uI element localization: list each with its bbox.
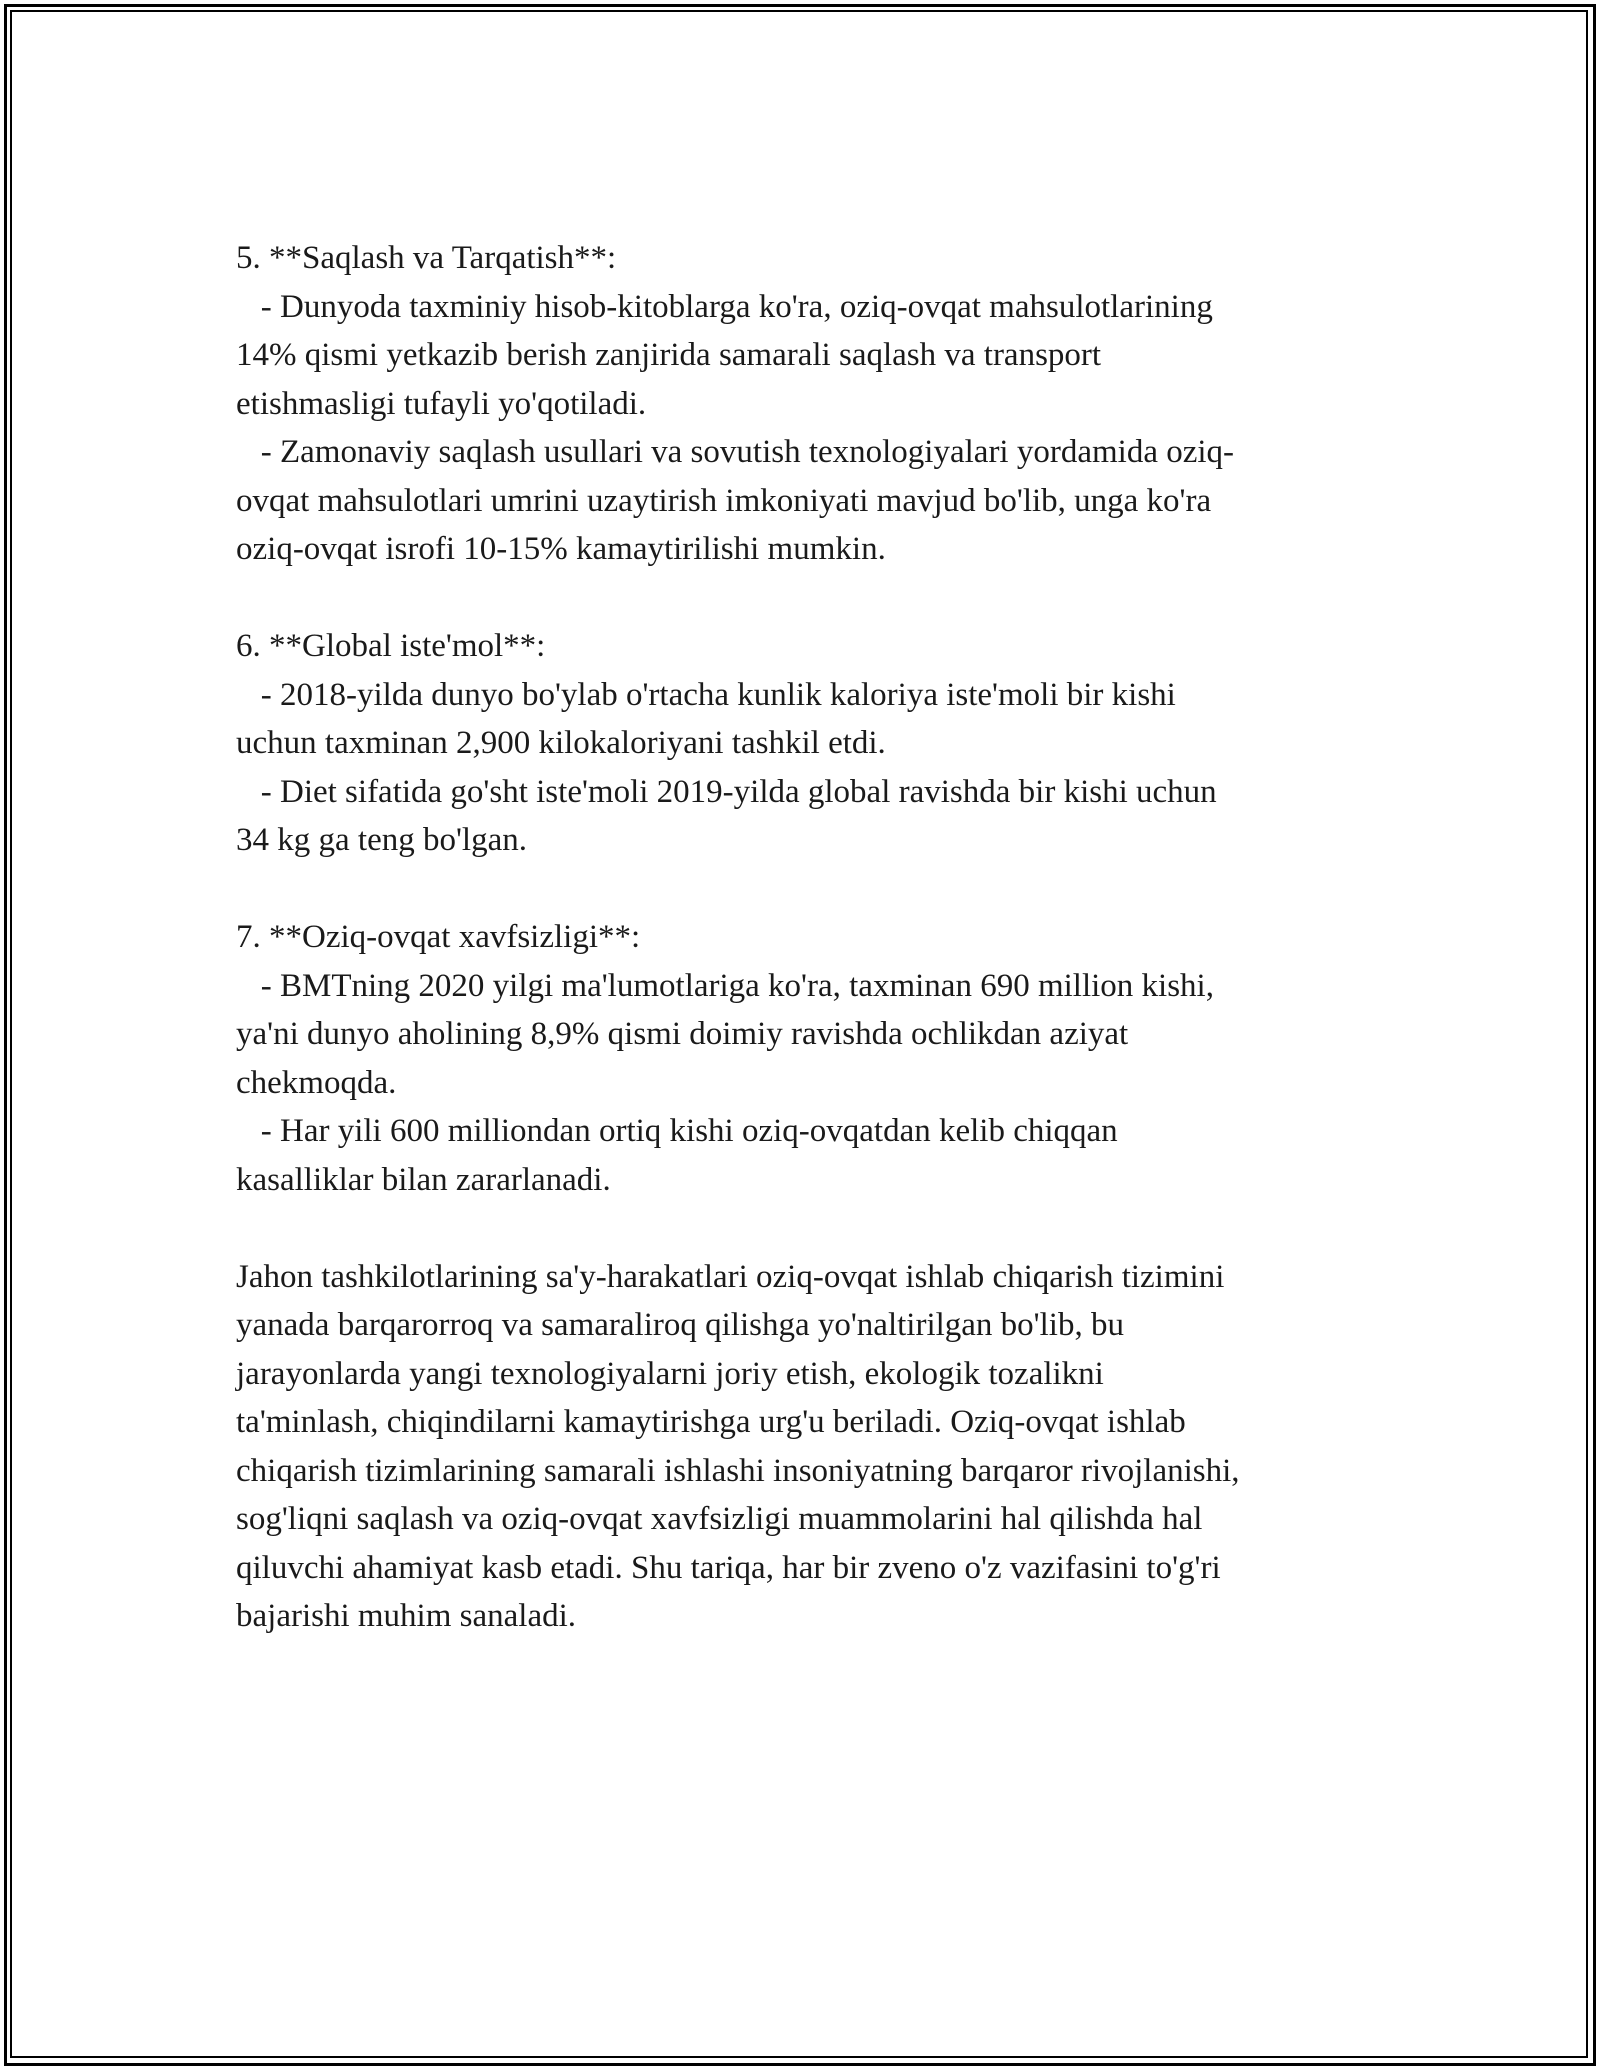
text-line: - 2018-yilda dunyo bo'ylab o'rtacha kunlik kaloriya iste'moli bir kishi xyxy=(236,676,1176,713)
section-global-consumption xyxy=(236,622,1366,865)
text-line: sog'liqni saqlash va oziq-ovqat xavfsizligi muammolarini hal qilishda hal xyxy=(236,1501,1203,1537)
text-line: uchun taxminan 2,900 kilokaloriyani tashkil etdi. xyxy=(236,725,886,761)
paragraph-gap xyxy=(236,574,1366,623)
bullet-item xyxy=(236,768,1366,865)
text-line: 14% qismi yetkazib berish zanjirida samarali saqlash va transport xyxy=(236,337,1102,373)
bullet-item xyxy=(236,671,1366,768)
text-line: Jahon tashkilotlarining sa'y-harakatlari oziq-ovqat ishlab chiqarish tizimini xyxy=(236,1258,1225,1295)
text-line: ya'ni dunyo aholining 8,9% qismi doimiy ravishda ochlikdan aziyat xyxy=(236,1016,1129,1052)
section-heading: 6. **Global iste'mol**: xyxy=(236,628,546,664)
section-food-safety xyxy=(236,913,1366,1204)
paragraph-gap xyxy=(236,1204,1366,1253)
section-storage-distribution xyxy=(236,234,1366,574)
document-body xyxy=(236,234,1366,1641)
bullet-item xyxy=(236,283,1366,429)
text-line: kasalliklar bilan zararlanadi. xyxy=(236,1161,611,1198)
text-line: 34 kg ga teng bo'lgan. xyxy=(236,822,527,858)
text-line: etishmasligi tufayli yo'qotiladi. xyxy=(236,385,647,422)
conclusion-paragraph xyxy=(236,1253,1366,1641)
text-line: - Diet sifatida go'sht iste'moli 2019-yilda global ravishda bir kishi uchun xyxy=(236,773,1217,810)
paragraph-gap xyxy=(236,865,1366,914)
section-heading: 7. **Oziq-ovqat xavfsizligi**: xyxy=(236,919,641,955)
section-heading: 5. **Saqlash va Tarqatish**: xyxy=(236,240,617,276)
bullet-item xyxy=(236,428,1366,574)
text-line: chekmoqda. xyxy=(236,1064,397,1101)
text-line: - BMTning 2020 yilgi ma'lumotlariga ko'ra, taxminan 690 million kishi, xyxy=(236,967,1214,1004)
text-line: bajarishi muhim sanaladi. xyxy=(236,1598,577,1634)
text-line: oziq-ovqat isrofi 10-15% kamaytirilishi mumkin. xyxy=(236,531,886,567)
text-line: - Zamonaviy saqlash usullari va sovutish texnologiyalari yordamida oziq- xyxy=(236,434,1235,470)
bullet-item xyxy=(236,962,1366,1108)
text-line: - Har yili 600 milliondan ortiq kishi oziq-ovqatdan kelib chiqqan xyxy=(236,1113,1118,1149)
text-line: ovqat mahsulotlari umrini uzaytirish imkoniyati mavjud bo'lib, unga ko'ra xyxy=(236,482,1212,519)
text-line: jarayonlarda yangi texnologiyalarni joriy etish, ekologik tozalikni xyxy=(236,1355,1104,1392)
text-line: yanada barqarorroq va samaraliroq qilishga yo'naltirilgan bo'lib, bu xyxy=(236,1307,1124,1343)
text-line: ta'minlash, chiqindilarni kamaytirishga urg'u beriladi. Oziq-ovqat ishlab xyxy=(236,1404,1186,1440)
text-line: chiqarish tizimlarining samarali ishlashi insoniyatning barqaror rivojlanishi, xyxy=(236,1452,1240,1489)
bullet-item xyxy=(236,1107,1366,1204)
text-line: qiluvchi ahamiyat kasb etadi. Shu tariqa, har bir zveno o'z vazifasini to'g'ri xyxy=(236,1549,1221,1586)
text-line: - Dunyoda taxminiy hisob-kitoblarga ko'ra, oziq-ovqat mahsulotlarining xyxy=(236,288,1213,325)
